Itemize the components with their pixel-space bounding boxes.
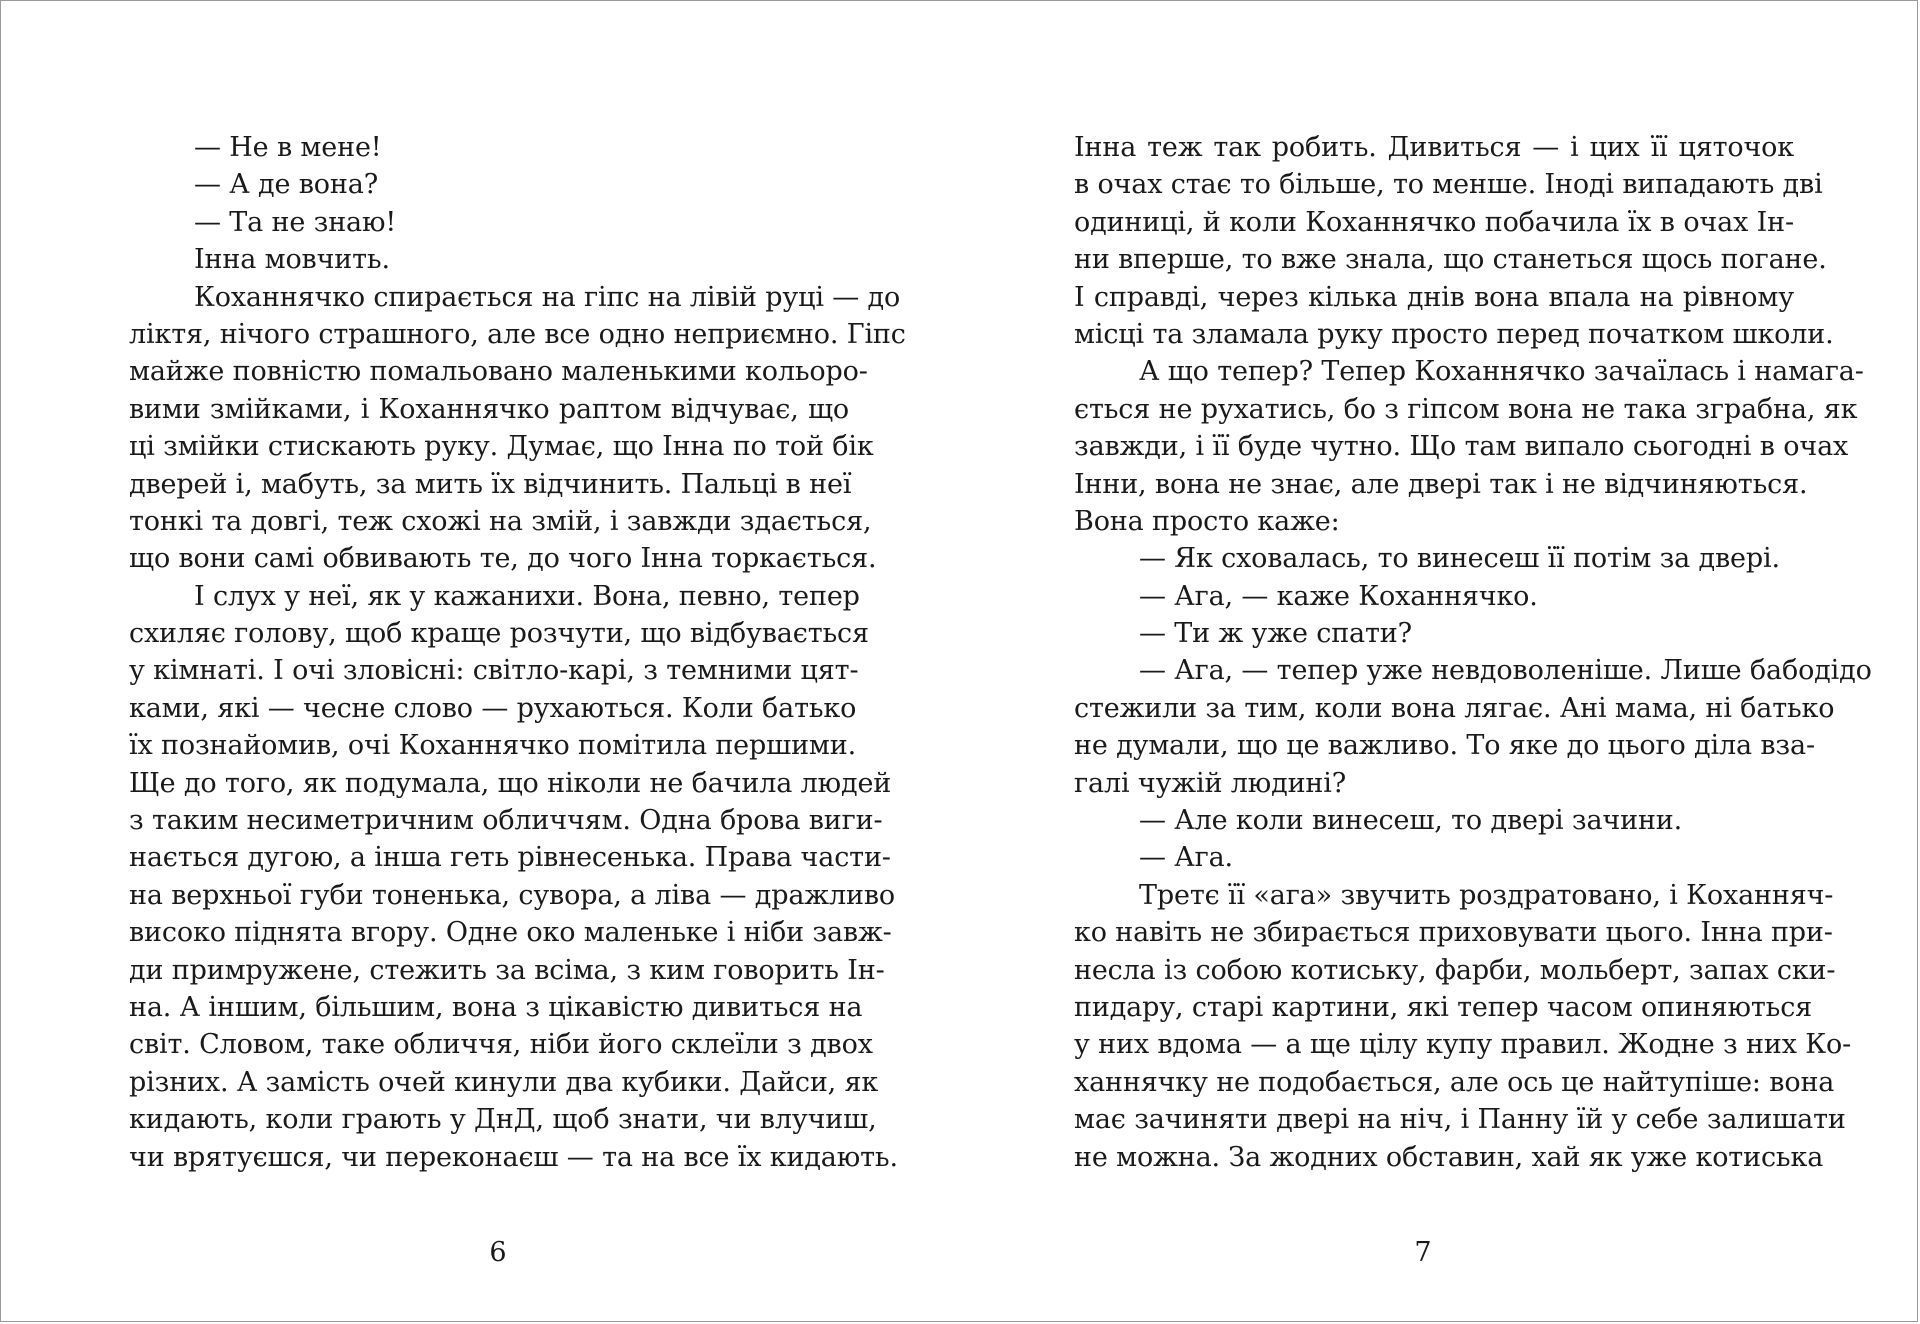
text-line: з таким несиметричним обличчям. Одна брова виги- — [129, 805, 883, 837]
text-line: — А де вона? — [194, 169, 379, 201]
text-line: ди примружене, стежить за всіма, з ким говорить Ін- — [129, 954, 885, 986]
text-line: І слух у неї, як у кажанихи. Вона, певно, тепер — [194, 580, 860, 612]
text-line: майже повністю помальовано маленькими кольоро- — [129, 356, 868, 388]
text-line: Третє її «ага» звучить роздратовано, і Коханняч- — [1139, 879, 1834, 911]
text-line: має зачиняти двері на ніч, і Панну їй у себе залишати — [1074, 1104, 1846, 1136]
text-line: — Як сховалась, то винесеш її потім за двері. — [1139, 543, 1780, 575]
text-line: ко навіть не збирається приховувати цього. Інна при- — [1074, 917, 1833, 949]
text-line: стежили за тим, коли вона лягає. Ані мама, ні батько — [1074, 692, 1835, 724]
text-line: що вони самі обвивають те, до чого Інна торкається. — [129, 543, 877, 575]
text-line: чи врятуєшся, чи переконаєш — та на все їх кидають. — [129, 1141, 898, 1173]
text-line: на. А іншим, більшим, вона з цікавістю дивиться на — [129, 991, 863, 1023]
text-line: ками, які — чесне слово — рухаються. Коли батько — [129, 692, 857, 724]
text-line: вими змійками, і Коханнячко раптом відчуває, що — [129, 393, 849, 425]
text-line: в очах стає то більше, то менше. Іноді випадають дві — [1074, 169, 1823, 201]
text-line: на верхньої губи тоненька, сувора, а ліва — дражливо — [129, 879, 895, 911]
text-line: їх познайомив, очі Коханнячко помітила першими. — [129, 730, 857, 762]
text-line: різних. А замість очей кинули два кубики. Дайси, як — [129, 1066, 879, 1098]
text-line: нається дугою, а інша геть рівнесенька. Права части- — [129, 842, 891, 874]
text-line: високо піднята вгору. Одне око маленьке і ніби завж- — [129, 917, 892, 949]
text-line: ханнячку не подобається, але ось це найтупіше: вона — [1074, 1066, 1835, 1098]
text-line: не можна. За жодних обставин, хай як уже котиська — [1074, 1141, 1824, 1173]
text-line: — Ага, — каже Коханнячко. — [1139, 580, 1538, 612]
text-line: — Ага, — тепер уже невдоволеніше. Лише бабодідо — [1139, 655, 1872, 687]
text-line: галі чужій людині? — [1074, 767, 1347, 799]
text-line: не думали, що це важливо. То яке до цього діла вза- — [1074, 730, 1815, 762]
text-line: ється не рухатись, бо з гіпсом вона не така зграбна, як — [1074, 393, 1858, 425]
text-line: ці змійки стискають руку. Думає, що Інна по той бік — [129, 431, 874, 463]
text-line: у них вдома — а ще цілу купу правил. Жодне з них Ко- — [1074, 1029, 1852, 1061]
text-line: Інни, вона не знає, але двері так і не відчиняються. — [1074, 468, 1808, 500]
text-line: А що тепер? Тепер Коханнячко зачаїлась і намага- — [1139, 356, 1864, 388]
text-line: одиниці, й коли Коханнячко побачила їх в очах Ін- — [1074, 206, 1794, 238]
text-line: — Але коли винесеш, то двері зачини. — [1139, 805, 1683, 837]
text-line: Вона просто каже: — [1074, 505, 1340, 537]
text-line: кидають, коли грають у ДнД, щоб знати, чи влучиш, — [129, 1104, 877, 1136]
text-line: завжди, і її буде чутно. Що там випало сьогодні в очах — [1074, 431, 1849, 463]
text-line: тонкі та довгі, теж схожі на змій, і завжди здається, — [129, 505, 872, 537]
text-line: місці та зламала руку просто перед початком школи. — [1074, 318, 1834, 350]
right-page-text — [1074, 129, 1872, 1176]
text-line: ни вперше, то вже знала, що станеться щось погане. — [1074, 244, 1827, 276]
text-line: І справді, через кілька днів вона впала на рівному — [1074, 281, 1794, 313]
left-page-text — [129, 129, 906, 1176]
page-number-right: 7 — [1414, 1237, 1432, 1268]
text-line: несла із собою котиську, фарби, мольберт, запах ски- — [1074, 954, 1836, 986]
text-line: Інна мовчить. — [194, 244, 390, 276]
text-line: пидару, старі картини, які тепер часом опиняються — [1074, 991, 1813, 1023]
page-number-left: 6 — [489, 1237, 507, 1268]
text-line: Ще до того, як подумала, що ніколи не бачила людей — [129, 767, 892, 799]
text-line: схиляє голову, щоб краще розчути, що відбувається — [129, 618, 869, 650]
text-line: Коханнячко спирається на гіпс на лівій руці — до — [194, 281, 901, 313]
text-line: — Та не знаю! — [194, 206, 397, 238]
text-line: дверей і, мабуть, за мить їх відчинить. Пальці в неї — [129, 468, 852, 500]
text-line: — Ага. — [1139, 842, 1233, 874]
text-line: — Не в мене! — [194, 132, 382, 163]
text-line: Інна теж так робить. Дивиться — і цих її цяточок — [1074, 132, 1794, 163]
text-line: світ. Словом, таке обличчя, ніби його склеїли з двох — [129, 1029, 873, 1061]
text-line: — Ти ж уже спати? — [1139, 618, 1412, 650]
text-line: у кімнаті. І очі зловісні: світло-карі, з темними цят- — [129, 655, 859, 687]
text-line: ліктя, нічого страшного, але все одно неприємно. Гіпс — [129, 318, 906, 350]
